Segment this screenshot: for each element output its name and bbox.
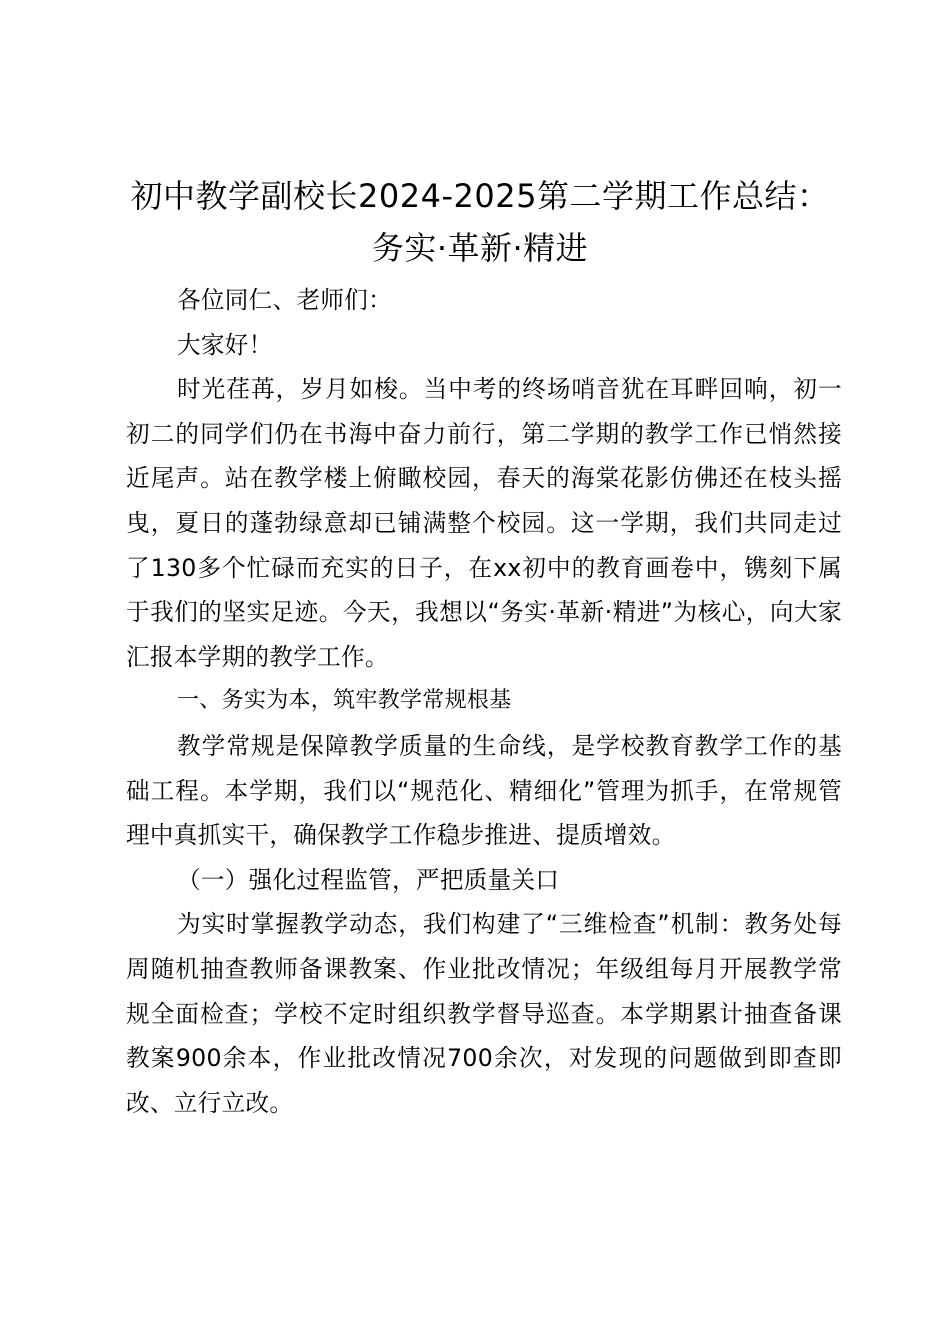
greeting: 大家好！: [177, 330, 273, 359]
salutation: 各位同仁、老师们：: [177, 286, 393, 314]
intro-paragraph: 时光荏苒，岁月如梭。当中考的终场哨音犹在耳畔回响，初一初二的同学们仍在书海中奋力前行，第二学期的教学工作已悄然接近尾声。站在教学楼上俯瞰校园，春天的海棠花影仿佛还在枝头摇曳，夏日的蓬勃绿意却已铺满整个校园。这一学期，我们共同走过了130多个忙碌而充实的日子，在xx初中的教育画卷中，镌刻下属于我们的坚实足迹。今天，我想以“务实·革新·精进”为核心，向大家汇报本学期的教学工作。: [126, 375, 842, 671]
subsection-1-paragraph: 为实时掌握教学动态，我们构建了“三维检查”机制：教务处每周随机抽查教师备课教案、作业批改情况；年级组每月开展教学常规全面检查；学校不定时组织教学督导巡查。本学期累计抽查备课教案900余本，作业批改情况700余次，对发现的问题做到即查即改、立行立改。: [126, 910, 842, 1117]
document-title: 初中教学副校长2024-2025第二学期工作总结：务实·革新·精进: [130, 177, 830, 267]
document-body: [126, 278, 842, 1125]
section-1-paragraph: 教学常规是保障教学质量的生命线，是学校教育教学工作的基础工程。本学期，我们以“规范化、精细化”管理为抓手，在常规管理中真抓实干，确保教学工作稳步推进、提质增效。: [126, 731, 842, 850]
subsection-heading-1: （一）强化过程监管，严把质量关口: [177, 865, 560, 894]
section-heading-1: 一、务实为本，筑牢教学常规根基: [177, 688, 512, 714]
